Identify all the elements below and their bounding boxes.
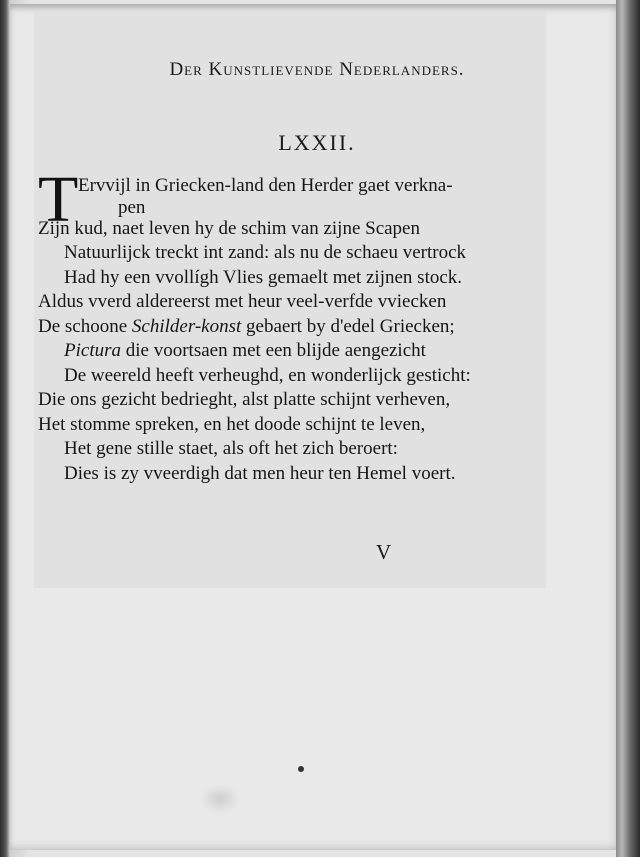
poem-line: pen [118, 196, 146, 218]
poem [38, 163, 558, 486]
poem-line: De weereld heeft verheughd, en wonderlijck gesticht: [64, 364, 471, 386]
italic-term: Schilder-konst [131, 315, 242, 337]
drop-cap: T [38, 163, 79, 236]
poem-line: Ervvijl in Griecken-land den Herder gaet verkna- [78, 175, 453, 196]
italic-term: Pictura [64, 340, 121, 361]
catchword: V [376, 540, 392, 564]
poem-text: De schoone [38, 315, 132, 337]
poem-text: die voortsaen met een blijde aengezicht [121, 340, 426, 361]
poem-line: Zijn kud, naet leven hy de schim van zijne Scapen [38, 217, 420, 239]
poem-line: Het stomme spreken, en het doode schijnt te leven, [38, 413, 426, 435]
ink-speck [298, 766, 304, 772]
poem-text: gebaert by d'edel Griecken; [241, 315, 455, 337]
paper-sheet [10, 4, 624, 850]
section-number: LXXII. [278, 130, 356, 155]
poem-line: Dies is zy vveerdigh dat men heur ten Hemel voert. [64, 462, 456, 484]
poem-line [38, 339, 558, 364]
poem-line: Had hy een vvollígh Vlies gemaelt met zijnen stock. [64, 266, 463, 288]
book-edge [616, 0, 640, 857]
paper-smudge [200, 784, 240, 814]
poem-line: Natuurlijck treckt int zand: als nu de schaeu vertrock [64, 242, 467, 263]
poem-line: Aldus vverd aldereerst met heur veel-verfde vviecken [38, 291, 447, 312]
poem-line [38, 315, 558, 340]
poem-line: Die ons gezicht bedrieght, alst platte schijnt verheven, [38, 389, 451, 410]
poem-line: Het gene stille staet, als oft het zich beroert: [64, 438, 398, 459]
running-head: Der Kunstlievende Nederlanders. [169, 59, 465, 80]
